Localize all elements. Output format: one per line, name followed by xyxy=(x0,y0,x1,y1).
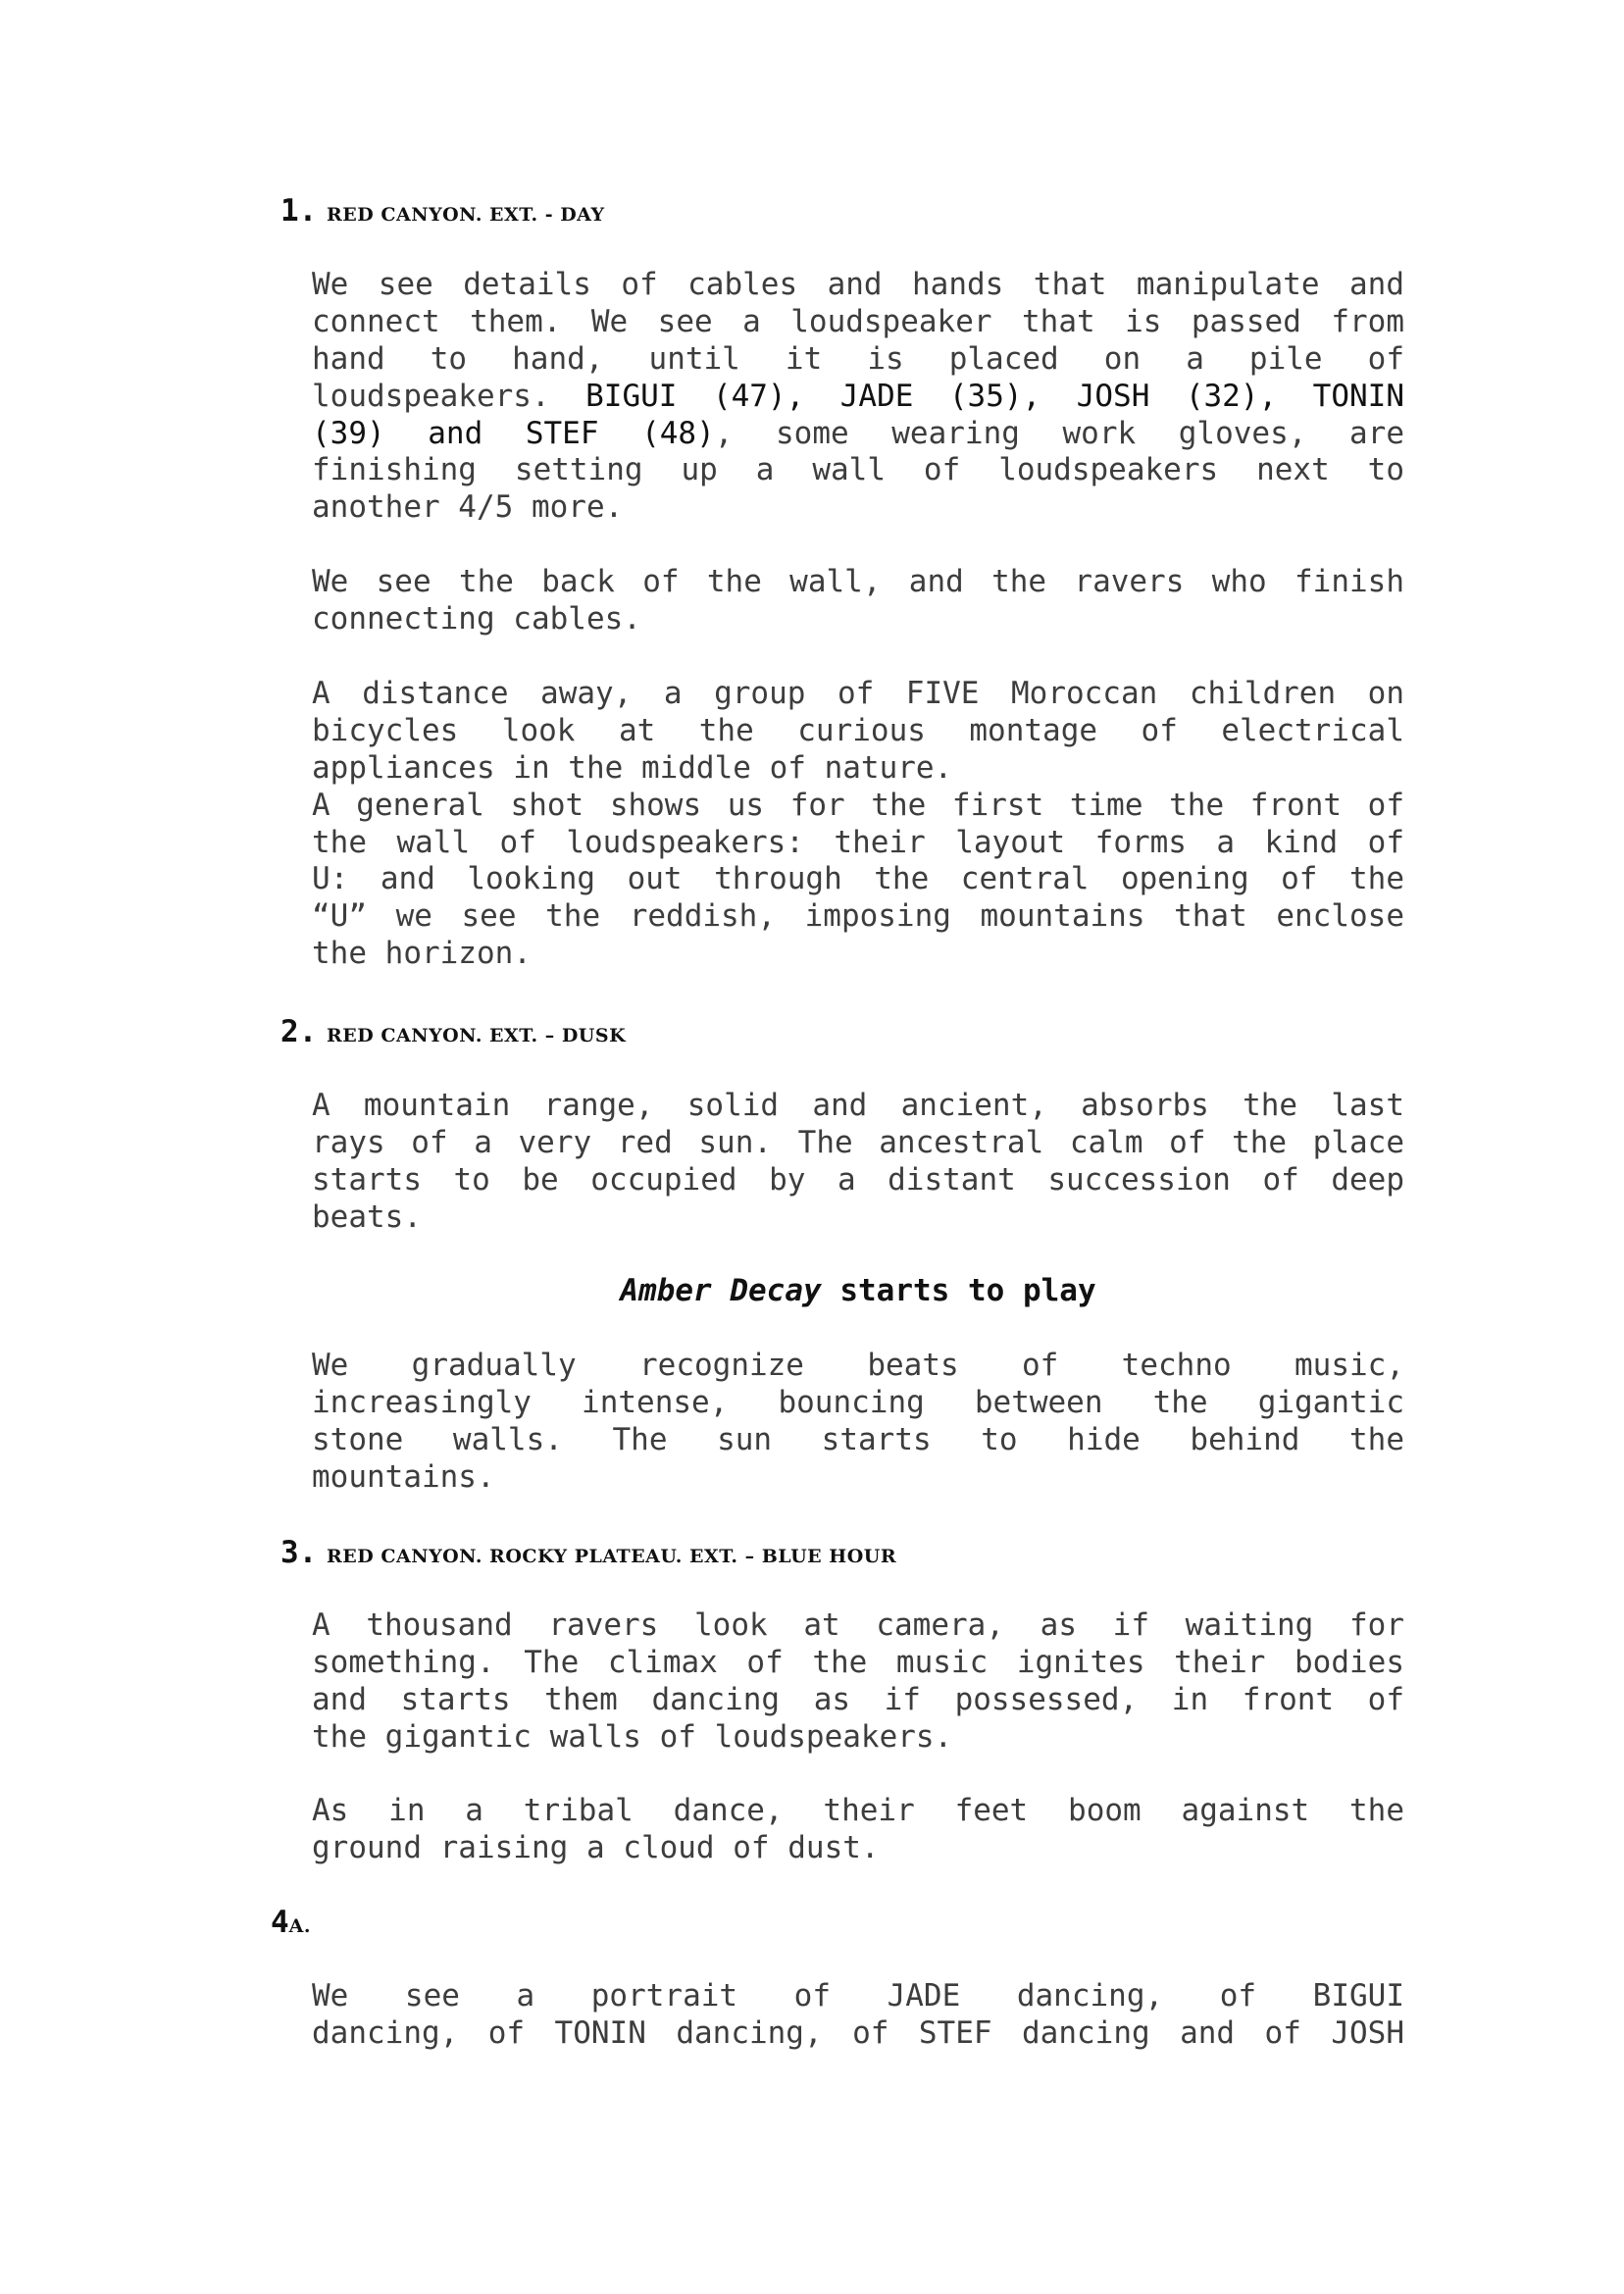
scene-number: 3. xyxy=(280,1535,318,1570)
action-line: the gigantic walls of loudspeakers. xyxy=(312,1718,953,1755)
action-line: and starts them dancing as if possessed, in front of xyxy=(312,1681,1404,1717)
action-line: stone walls. The sun starts to hide behind the xyxy=(312,1421,1404,1457)
scene-slug: A. xyxy=(288,1915,312,1937)
action-paragraph xyxy=(312,267,1404,527)
action-paragraph xyxy=(312,676,1404,973)
scene-number: 4 xyxy=(271,1905,289,1940)
character-names: BIGUI (47), JADE (35), JOSH (32), TONIN xyxy=(585,378,1404,414)
action-line: the horizon. xyxy=(312,936,532,972)
action-line: starts to be occupied by a distant succession of deep xyxy=(312,1161,1404,1198)
action-line: We see details of cables and hands that manipulate and xyxy=(312,267,1404,302)
character-names: (39) and STEF (48) xyxy=(312,415,715,451)
action-line: We gradually recognize beats of techno music, xyxy=(312,1348,1404,1383)
action-line: We see a portrait of JADE dancing, of BIGUI xyxy=(312,1978,1404,2014)
scene-slug: RED CANYON. EXT. - DAY xyxy=(326,204,605,226)
scene-heading-4a xyxy=(271,1905,311,1940)
action-line: increasingly intense, bouncing between the gigantic xyxy=(312,1384,1404,1420)
action-line: beats. xyxy=(312,1198,422,1235)
action-line: appliances in the middle of nature. xyxy=(312,749,953,786)
action-paragraph xyxy=(312,1978,1404,2053)
action-paragraph xyxy=(312,1088,1404,1237)
action-line: A general shot shows us for the first time the front of xyxy=(312,787,1404,823)
action-line: dancing, of TONIN dancing, of STEF dancing and of JOSH xyxy=(312,2014,1404,2051)
action-paragraph xyxy=(312,564,1404,638)
action-line: We see the back of the wall, and the ravers who finish xyxy=(312,564,1404,599)
action-line: something. The climax of the music ignites their bodies xyxy=(312,1644,1404,1680)
action-line: ground raising a cloud of dust. xyxy=(312,1829,880,1865)
action-line: A thousand ravers look at camera, as if waiting for xyxy=(312,1607,1404,1643)
action-line: another 4/5 more. xyxy=(312,489,624,526)
scene-heading-2 xyxy=(280,1014,626,1049)
music-title: Amber Decay xyxy=(620,1273,822,1308)
action-line: “U” we see the reddish, imposing mountains that enclose xyxy=(312,898,1404,935)
action-line: rays of a very red sun. The ancestral calm of the place xyxy=(312,1124,1404,1160)
action-line: As in a tribal dance, their feet boom against the xyxy=(312,1793,1404,1828)
music-cue-text: starts to play xyxy=(821,1273,1096,1308)
action-line: bicycles look at the curious montage of electrical xyxy=(312,712,1404,748)
scene-slug: RED CANYON. EXT. – DUSK xyxy=(326,1025,627,1046)
scene-number: 1. xyxy=(280,193,318,229)
action-line: connecting cables. xyxy=(312,600,641,637)
scene-heading-3 xyxy=(280,1535,896,1570)
action-line: A distance away, a group of FIVE Moroccan children on xyxy=(312,676,1404,711)
scene-number: 2. xyxy=(280,1014,318,1049)
action-line-with-characters xyxy=(312,416,1404,453)
scene-heading-1 xyxy=(280,193,605,229)
action-paragraph xyxy=(312,1793,1404,1867)
action-line: mountains. xyxy=(312,1458,495,1495)
action-text: , some wearing work gloves, are xyxy=(714,415,1404,451)
action-line-with-characters xyxy=(312,379,1404,416)
action-paragraph xyxy=(312,1607,1404,1757)
action-text: loudspeakers. xyxy=(312,378,586,414)
action-line: hand to hand, until it is placed on a pile of xyxy=(312,340,1404,377)
action-line: A mountain range, solid and ancient, absorbs the last xyxy=(312,1088,1404,1123)
action-line: the wall of loudspeakers: their layout forms a kind of xyxy=(312,824,1404,860)
action-line: connect them. We see a loudspeaker that is passed from xyxy=(312,303,1404,339)
music-cue xyxy=(312,1273,1404,1308)
action-line: U: and looking out through the central opening of the xyxy=(312,861,1404,897)
action-paragraph xyxy=(312,1348,1404,1497)
action-line: finishing setting up a wall of loudspeakers next to xyxy=(312,452,1404,488)
scene-slug: RED CANYON. ROCKY PLATEAU. EXT. – BLUE HOUR xyxy=(326,1546,897,1567)
